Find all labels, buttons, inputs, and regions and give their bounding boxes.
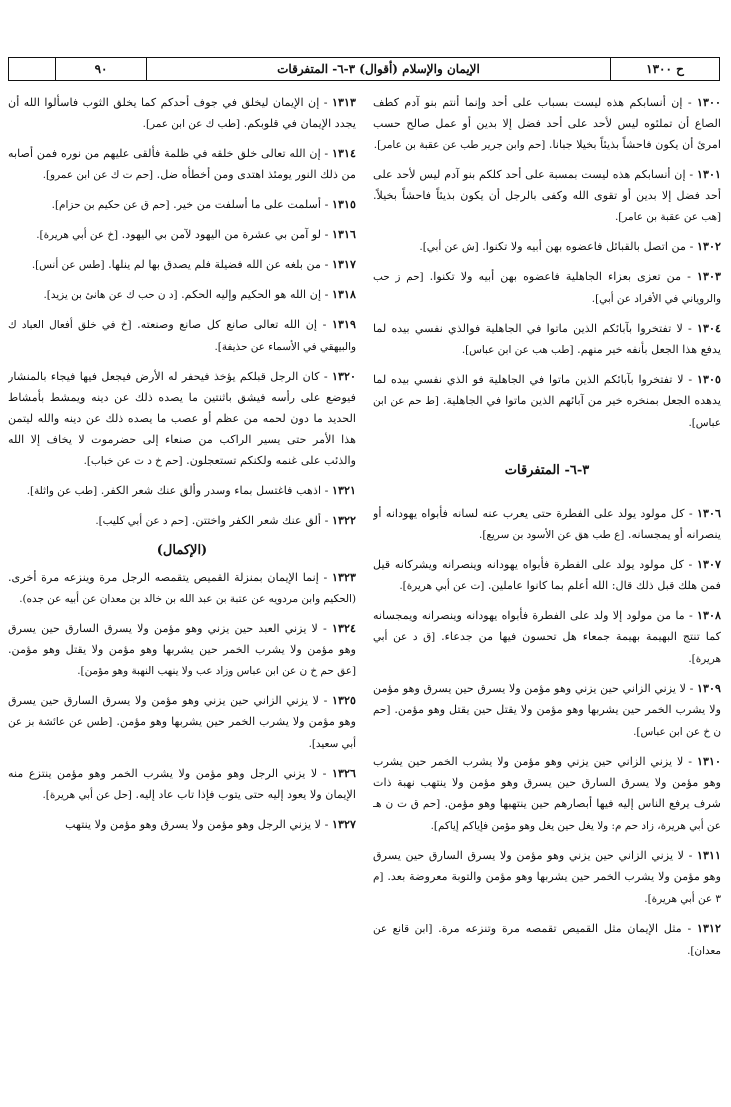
hadith-source: [م ٣ عن أبي هريرة].	[373, 871, 721, 905]
hadith-text: - لو آمن بي عشرة من اليهود لآمن بي اليهود.	[121, 228, 329, 241]
hadith-text: - من اتصل بالقبائل فاعضوه بهن أبيه ولا تكنوا.	[482, 240, 694, 253]
hadith-source: [طب عن واثلة].	[26, 485, 98, 497]
hadith-number: ١٣١٨	[331, 287, 356, 301]
hadith-source: [حم د عن أبي كليب].	[95, 515, 189, 527]
hadith-text: - ألق عنك شعر الكفر واختتن.	[191, 514, 329, 527]
hadith-source: [ع طب هق عن الأسود بن سريع].	[479, 529, 625, 541]
hadith-text: - اذهب فاغتسل بماء وسدر وألق عنك شعر الكفر.	[100, 484, 329, 497]
hadith-text: - مثل الإيمان مثل القميص تقمصه مرة وتنزعه مرة.	[438, 922, 692, 935]
hadith-source: [ش عن أبي].	[419, 241, 479, 253]
hadith-entry	[373, 751, 721, 837]
hadith-number: ١٣٢٧	[331, 817, 356, 831]
hadith-text: - كل مولود يولد على الفطرة حتى يعرب عنه لسانه فأبواه يهودانه أو ينصرانه أو يمجسانه.	[373, 507, 721, 541]
hadith-source: [هب عن عقبة بن عامر].	[614, 211, 721, 223]
hadith-source: [خ في خلق أفعال العباد ك والبيهقي في الأسماء عن حذيفة].	[8, 319, 356, 353]
hadith-entry	[8, 763, 356, 806]
hadith-text: - كل مولود يولد على الفطرة فأبواه يهودانه وينصرانه ويشركانه قيل فمن هلك قبل ذلك قال: الله أعلم بما كانوا عاملين.	[373, 558, 721, 592]
hadith-text: - إن أنسابكم هذه ليست بمسبة على أحد كلكم بنو آدم ليس لأحد على أحد فضل إلا بدين أو تقوى الله وكفى بالرجل أن يكون بذيئاً فاحشاً بخيلاً.	[373, 168, 721, 202]
section-title: ٣-٦- المتفرقات	[504, 463, 590, 478]
hadith-entry	[373, 92, 721, 156]
hadith-entry	[8, 143, 356, 186]
hadith-number: ١٣٠٣	[696, 269, 721, 283]
hadith-entry	[373, 503, 721, 546]
hadith-number: ١٣٠٩	[696, 681, 721, 695]
hadith-number: ١٣١٠	[696, 754, 721, 768]
left-column	[8, 92, 356, 1097]
hadith-number: ١٣١١	[696, 848, 721, 862]
hadith-text: - لا يزني الزاني حين يزني وهو مؤمن ولا يسرق حين يسرق وهو مؤمن ولا يشرب الخمر حين يشربها وهو مؤمن ولا يقتل حين يقتل وهو مؤمن.	[373, 682, 721, 716]
hadith-entry	[373, 554, 721, 597]
hadith-number: ١٣١٦	[331, 227, 356, 241]
hadith-text: - من بلغه عن الله فضيلة فلم يصدق بها لم ينلها.	[108, 258, 329, 271]
hadith-entry	[373, 678, 721, 743]
hadith-number: ١٣٢٤	[331, 621, 356, 635]
hadith-number: ١٣١٧	[331, 257, 356, 271]
hadith-entry	[8, 284, 356, 306]
hadith-source: [خ عن أبي هريرة].	[36, 229, 119, 241]
hadith-number: ١٣١٩	[331, 317, 356, 331]
hadith-source: [طس عن أنس].	[31, 259, 105, 271]
hadith-number: ١٣٠٦	[696, 506, 721, 520]
hadith-source: [ق د عن أبي هريرة].	[373, 631, 721, 665]
hadith-number: ١٣١٤	[331, 146, 356, 160]
hadith-entry	[8, 224, 356, 246]
hadith-text: - كان الرجل قبلكم يؤخذ فيحفر له الأرض فيجعل فيها فيجاء بالمنشار فيوضع على رأسه فيشق باثنتين ما يصده ذلك عن دينه ويمشط بأمشاط الحديد ما دون لحمه من عظم أو عصب ما يصده ذلك عن دينه والله ليتمن هذا الأمر حتى يسير الراكب من صنعاء إلى حضرموت لا يخاف إلا الله والذئب على غنمه ولكنكم تستعجلون.	[8, 370, 356, 467]
hadith-source: [حم خ د ت عن خباب].	[83, 455, 183, 467]
hadith-source: [ت عن أبي هريرة].	[399, 580, 485, 592]
hadith-number: ١٣١٢	[696, 921, 721, 935]
hadith-text: - لا يزني الزاني حين يزني وهو مؤمن ولا يسرق السارق حين يسرق وهو مؤمن ولا يشرب الخمر حين يشربها وهو مؤمن والتوبة معروضة بعد.	[373, 849, 721, 883]
chapter-title: الإيمان والإسلام (أقوال) ٣-٦- المتفرقات	[277, 62, 480, 76]
hadith-entry	[8, 618, 356, 682]
hadith-entry	[8, 480, 356, 502]
hadith-source: [ط حم عن ابن عباس].	[373, 395, 721, 429]
hadith-text: - لا تفتخروا بآبائكم الذين ماتوا في الجاهلية فوالذي نفسي بيده لما يدفع هذا الجعل بأنفه خير منهم.	[373, 322, 721, 356]
hadith-text: - لا يزني العبد حين يزني وهو مؤمن ولا يسرق السارق حين يسرق وهو مؤمن ولا يشرب الخمر حين يشربها وهو مؤمن ولا يقتل وهو مؤمن.	[8, 622, 356, 656]
hadith-source: (الحكيم وابن مردويه عن عتبة بن عبد الله بن خالد بن معدان عن أبيه عن جده).	[19, 593, 356, 605]
hadith-text: - لا تفتخروا بآبائكم الذين ماتوا في الجاهلية فو الذي نفسي بيده لما يدهده الجعل بمنخره خير من آبائهم الذين ماتوا في الجاهلية.	[373, 373, 721, 407]
hadith-source: [حل عن أبي هريرة].	[42, 789, 132, 801]
hadith-number: ١٣٠٧	[696, 557, 721, 571]
hadith-source: [حم ق ت ن هـ عن أبي هريرة، زاد حم م: ولا يغل حين يغل وهو مؤمن فإياكم إياكم].	[373, 798, 721, 832]
hadith-entry	[8, 814, 356, 836]
hadith-number: ١٣٠٤	[696, 321, 721, 335]
hadith-source: [طب ك عن ابن عمر].	[142, 118, 241, 130]
right-column	[373, 92, 721, 1097]
hadith-text: - ما من مولود إلا ولد على الفطرة فأبواه يهودانه وينصرانه ويمجسانه كما تنتج البهيمة بهيمة جمعاء هل تحسون فيها من جدعاء.	[373, 609, 721, 643]
hadith-source: [حم ن خ عن ابن عباس].	[373, 704, 721, 738]
hadith-number: ١٣٠٠	[696, 95, 721, 109]
hadith-number: ١٣٢٠	[331, 369, 356, 383]
hadith-number: ١٣٢٥	[331, 693, 356, 707]
hadith-entry	[373, 605, 721, 670]
hadith-source: [طب هب عن ابن عباس].	[461, 344, 574, 356]
hadith-entry	[8, 194, 356, 216]
hadith-source: [د ن حب ك عن هانئ بن يزيد].	[43, 289, 178, 301]
hadith-source: [حم ت ك عن ابن عمرو].	[42, 169, 154, 181]
hadith-entry	[373, 918, 721, 962]
hadith-text: - من تعزى بعزاء الجاهلية فاعضوه بهن أبيه ولا تكنوا.	[429, 270, 691, 283]
hadith-number: ١٣٠٢	[696, 239, 721, 253]
hadith-source: [طس عن عائشة بز عن أبي سعيد].	[8, 716, 356, 750]
hadith-number: ١٣٢٦	[331, 766, 356, 780]
hadith-source: [عق حم خ ن عن ابن عباس وزاد عب ولا ينهب النهبة وهو مؤمن].	[77, 665, 356, 677]
hadith-entry	[373, 369, 721, 434]
hadith-entry	[373, 845, 721, 910]
hadith-text: - لا يزني الرجل وهو مؤمن ولا يسرق وهو مؤمن ولا ينتهب	[65, 818, 329, 831]
hadith-entry	[373, 236, 721, 258]
hadith-number: ١٣٢٢	[331, 513, 356, 527]
hadith-entry	[8, 510, 356, 532]
hadith-entry	[8, 690, 356, 755]
hadith-entry	[8, 314, 356, 358]
hadith-text: - لا يزني الزاني حين يزني وهو مؤمن ولا يشرب الخمر حين يشرب وهو مؤمن ولا يسرق السارق حين يسرق وهو مؤمن ولا ينتهب نهبة ذات شرف يرفع الناس إليه فيها أبصارهم حين ينتهبها وهو مؤمن.	[373, 755, 721, 810]
hadith-text: - إن الإيمان ليخلق في جوف أحدكم كما يخلق الثوب فاسألوا الله أن يجدد الإيمان في قلوبكم.	[8, 96, 356, 130]
hadith-number: ١٣٠٥	[696, 372, 721, 386]
hadith-entry	[373, 164, 721, 228]
hadith-number: ١٣٠١	[696, 167, 721, 181]
hadith-number: ١٣١٣	[331, 95, 356, 109]
hadith-text: - إن أنسابكم هذه ليست بسباب على أحد وإنما أنتم بنو آدم كطف الصاع أن تملئوه ليس لأحد على أحد فضل إلا بدين أو عمل صالح حسب امرئ أن يكون فاحشاً بذيئاً بخيلا جبانا.	[373, 96, 721, 151]
hadith-text: - إن الله تعالى خلق خلقه في ظلمة فألقى عليهم من نوره فمن أصابه من ذلك النور يومئذ اهتدى ومن أخطأه ضل.	[8, 147, 356, 181]
hadith-text: - لا يزني الرجل وهو مؤمن ولا يشرب الخمر وهو مؤمن ينتزع منه الإيمان ولا يعود إليه حتى يتوب فإذا تاب عاد إليه.	[8, 767, 356, 801]
hadith-entry	[8, 92, 356, 135]
hadith-entry	[8, 366, 356, 472]
hadith-source: [حم ز حب والروياني في الأفراد عن أبي].	[373, 271, 721, 305]
hadith-entry	[373, 318, 721, 361]
hadith-source: [حم ق عن حكيم بن حزام].	[51, 199, 170, 211]
header-empty-cell	[9, 58, 56, 80]
hadith-entry	[8, 254, 356, 276]
hadith-number: ١٣٢١	[331, 483, 356, 497]
hadith-text: - إن الله هو الحكيم وإليه الحكم.	[181, 288, 329, 301]
hadith-number: ١٣٢٣	[331, 570, 356, 584]
hadith-number: ١٣١٥	[331, 197, 356, 211]
hadith-number: ١٣٠٨	[696, 608, 721, 622]
hadith-entry	[8, 567, 356, 610]
hadith-text: - إنما الإيمان بمنزلة القميص يتقمصه الرجل مرة وينزعه مرة أخرى.	[8, 571, 328, 584]
hadith-source: [ابن قانع عن معدان].	[373, 923, 721, 957]
hadith-source: [حم وابن جرير طب عن عقبة بن عامر].	[373, 139, 546, 151]
hadith-entry	[373, 266, 721, 310]
page-header	[8, 57, 720, 81]
hadith-text: - أسلمت على ما أسلفت من خير.	[173, 198, 329, 211]
page-number: ٩٠	[56, 58, 147, 80]
hadith-range-ref: ح ١٣٠٠	[610, 58, 719, 80]
hadith-text: - إن الله تعالى صانع كل صانع وصنعته.	[137, 318, 327, 331]
hadith-text: - لا يزني الزاني حين يزني وهو مؤمن ولا يسرق السارق حين يسرق وهو مؤمن ولا يشرب الخمر حين يشربها وهو مؤمن.	[8, 694, 356, 728]
section-subtitle: (الإكمال)	[156, 543, 208, 558]
